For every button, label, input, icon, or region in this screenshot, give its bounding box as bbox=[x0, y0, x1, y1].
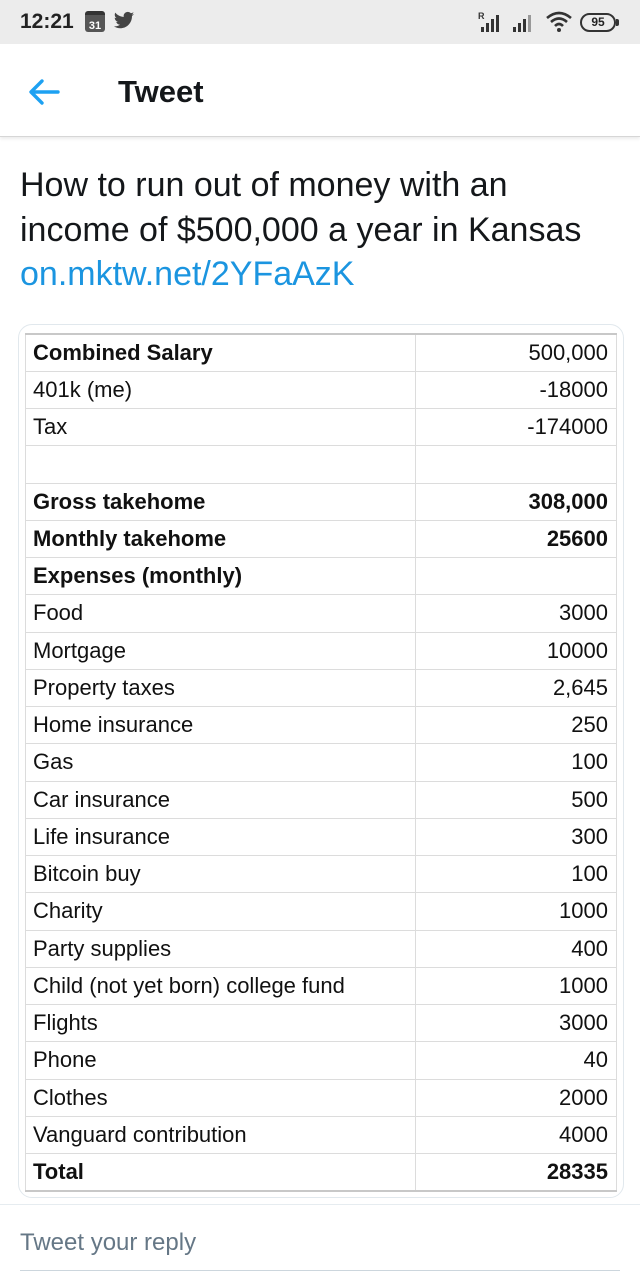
row-value: 100 bbox=[416, 744, 617, 781]
reply-underline bbox=[20, 1270, 620, 1271]
row-label: Expenses (monthly) bbox=[26, 558, 416, 595]
row-label: Flights bbox=[26, 1005, 416, 1042]
row-value: 308,000 bbox=[416, 483, 617, 520]
table-row bbox=[26, 669, 617, 706]
table-row bbox=[26, 371, 617, 408]
table-row bbox=[26, 1116, 617, 1153]
table-row bbox=[26, 1154, 617, 1191]
table-row bbox=[26, 1005, 617, 1042]
signal-roaming-icon bbox=[478, 10, 504, 34]
battery-icon: 95 bbox=[580, 13, 616, 32]
row-value: 4000 bbox=[416, 1116, 617, 1153]
row-label bbox=[26, 446, 416, 483]
table-row bbox=[26, 409, 617, 446]
row-value: 400 bbox=[416, 930, 617, 967]
row-label: Life insurance bbox=[26, 818, 416, 855]
row-value bbox=[416, 558, 617, 595]
signal-icon bbox=[510, 10, 536, 34]
table-row bbox=[26, 893, 617, 930]
table-row bbox=[26, 334, 617, 371]
table-row bbox=[26, 781, 617, 818]
table-row bbox=[26, 967, 617, 1004]
status-time: 12:21 bbox=[20, 10, 74, 33]
row-label: Clothes bbox=[26, 1079, 416, 1116]
row-label: Property taxes bbox=[26, 669, 416, 706]
row-label: Mortgage bbox=[26, 632, 416, 669]
row-value bbox=[416, 446, 617, 483]
table-row bbox=[26, 930, 617, 967]
row-label: Gross takehome bbox=[26, 483, 416, 520]
page-title: Tweet bbox=[118, 74, 204, 109]
row-label: Home insurance bbox=[26, 707, 416, 744]
table-row bbox=[26, 632, 617, 669]
battery-tip bbox=[616, 19, 619, 26]
row-label: Vanguard contribution bbox=[26, 1116, 416, 1153]
row-value: 3000 bbox=[416, 595, 617, 632]
row-label: Child (not yet born) college fund bbox=[26, 967, 416, 1004]
table-row bbox=[26, 446, 617, 483]
status-bar bbox=[0, 0, 640, 44]
row-value: 2,645 bbox=[416, 669, 617, 706]
row-label: Tax bbox=[26, 409, 416, 446]
calendar-icon: 31 bbox=[85, 11, 105, 32]
row-label: Gas bbox=[26, 744, 416, 781]
tweet-media-image[interactable] bbox=[18, 324, 624, 1198]
table-row bbox=[26, 558, 617, 595]
spreadsheet-table bbox=[25, 333, 617, 1192]
row-value: 3000 bbox=[416, 1005, 617, 1042]
row-value: 2000 bbox=[416, 1079, 617, 1116]
row-value: 40 bbox=[416, 1042, 617, 1079]
table-row bbox=[26, 818, 617, 855]
row-label: Food bbox=[26, 595, 416, 632]
svg-text:R: R bbox=[478, 11, 485, 21]
divider bbox=[0, 1204, 640, 1205]
row-value: -18000 bbox=[416, 371, 617, 408]
row-label: Phone bbox=[26, 1042, 416, 1079]
table-row bbox=[26, 856, 617, 893]
row-value: 500,000 bbox=[416, 334, 617, 371]
row-label: Charity bbox=[26, 893, 416, 930]
row-label: Total bbox=[26, 1154, 416, 1191]
table-row bbox=[26, 520, 617, 557]
reply-input[interactable]: Tweet your reply bbox=[20, 1229, 197, 1256]
row-label: Party supplies bbox=[26, 930, 416, 967]
row-value: 500 bbox=[416, 781, 617, 818]
table-row bbox=[26, 1079, 617, 1116]
row-value: 28335 bbox=[416, 1154, 617, 1191]
tweet-text: How to run out of money with an income of $500,000 a year in Kansas bbox=[20, 166, 582, 249]
row-value: 1000 bbox=[416, 893, 617, 930]
row-value: 1000 bbox=[416, 967, 617, 1004]
twitter-notification-icon bbox=[113, 11, 135, 31]
table-row bbox=[26, 1042, 617, 1079]
row-value: -174000 bbox=[416, 409, 617, 446]
row-label: Combined Salary bbox=[26, 334, 416, 371]
table-row bbox=[26, 707, 617, 744]
row-value: 250 bbox=[416, 707, 617, 744]
row-label: Bitcoin buy bbox=[26, 856, 416, 893]
row-label: 401k (me) bbox=[26, 371, 416, 408]
table-row bbox=[26, 483, 617, 520]
wifi-icon bbox=[545, 10, 573, 34]
row-value: 10000 bbox=[416, 632, 617, 669]
tweet-link[interactable]: on.mktw.net/2YFaAzK bbox=[20, 255, 355, 293]
row-label: Monthly takehome bbox=[26, 520, 416, 557]
row-value: 300 bbox=[416, 818, 617, 855]
row-value: 100 bbox=[416, 856, 617, 893]
row-label: Car insurance bbox=[26, 781, 416, 818]
table-row bbox=[26, 595, 617, 632]
row-value: 25600 bbox=[416, 520, 617, 557]
back-arrow-icon[interactable] bbox=[24, 72, 64, 112]
app-header bbox=[0, 44, 640, 137]
table-row bbox=[26, 744, 617, 781]
